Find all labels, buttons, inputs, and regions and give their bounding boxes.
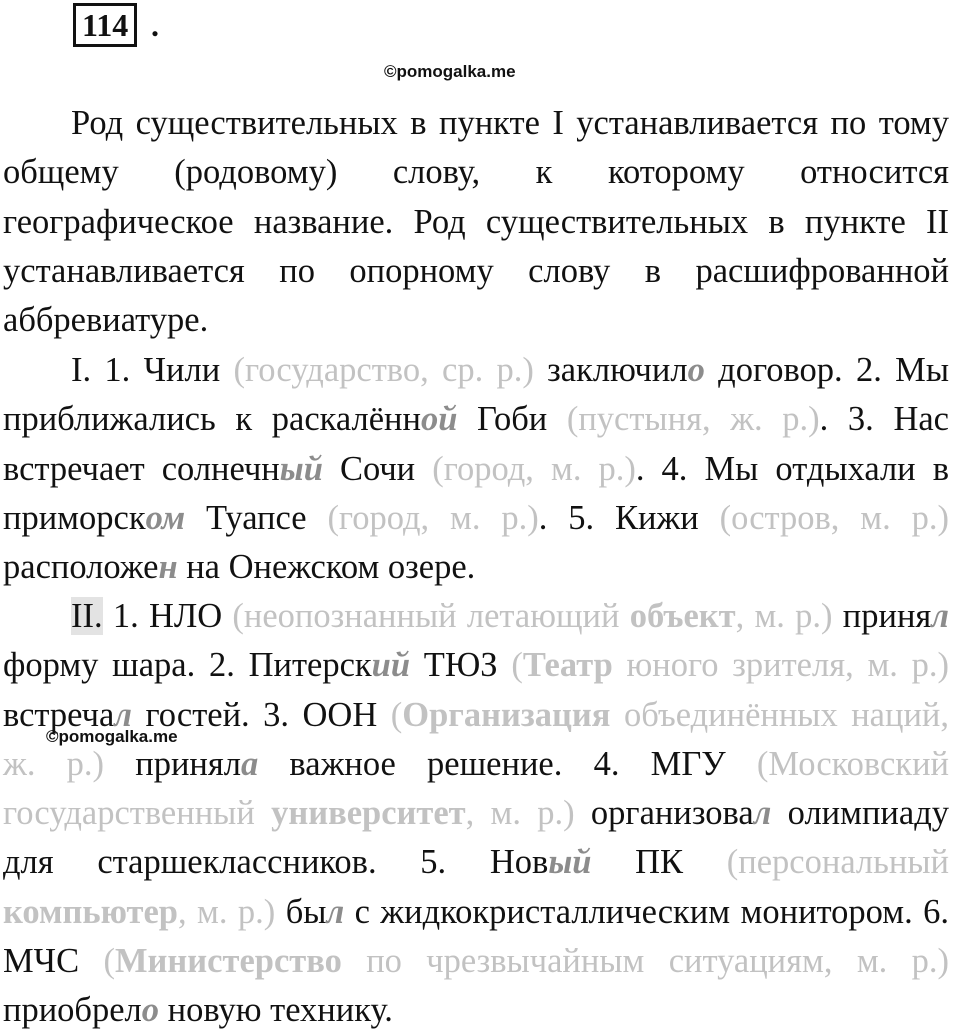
watermark-top: ©pomogalka.me — [384, 62, 516, 81]
section-1-label: I. — [71, 351, 92, 389]
watermark-middle: ©pomogalka.me — [46, 727, 178, 746]
sentence-1-4: 4. Мы отдыхали в приморском Туапсе (город, м. р.). — [3, 449, 949, 537]
sentence-2-3: 3. ООН (Организация объединённых наций, ж. р.) приняла важное решение. — [3, 695, 949, 783]
sentence-1-2: 2. Мы приближались к раскалённой Гоби (пустыня, ж. р.). — [3, 351, 949, 439]
sentence-2-2: 2. Питерский ТЮЗ (Театр юного зрителя, м. р.) встречал гостей. — [3, 646, 949, 734]
sentence-2-5: 5. Новый ПК (персональный компьютер, м. р.) был с жидкокристаллическим монитором. — [3, 843, 949, 931]
intro-paragraph — [3, 99, 949, 345]
sentence-1-5: 5. Кижи (остров, м. р.) расположен на Онежском озере. — [3, 498, 949, 587]
sentence-1-1: 1. Чили (государство, ср. р.) заключило договор. — [91, 351, 843, 389]
exercise-number: 114 — [73, 3, 137, 47]
intro-text: Род существительных в пункте I устанавливается по тому общему (родовому) слову, к которому относится географическое название. Род существительных в пункте II устанавливается по опорному слову в расшифрованной аббревиатуре. — [3, 104, 949, 340]
sentence-2-6: 6. МЧС (Министерство по чрезвычайным ситуациям, м. р.) приобрело новую технику. — [3, 892, 950, 1030]
sentence-2-1: 1. НЛО (неопознанный летающий объект, м. р.) принял форму шара. — [3, 597, 949, 685]
section-2-paragraph — [3, 592, 949, 1036]
section-2-label: II. — [71, 597, 103, 635]
sentence-2-4: 4. МГУ (Московский государственный университет, м. р.) организовал олимпиаду для старшеклассников. — [3, 744, 950, 882]
exercise-number-dot: . — [151, 7, 159, 43]
sentence-1-3: 3. Нас встречает солнечный Сочи (город, м. р.). — [3, 400, 949, 488]
section-1-paragraph — [3, 346, 949, 592]
